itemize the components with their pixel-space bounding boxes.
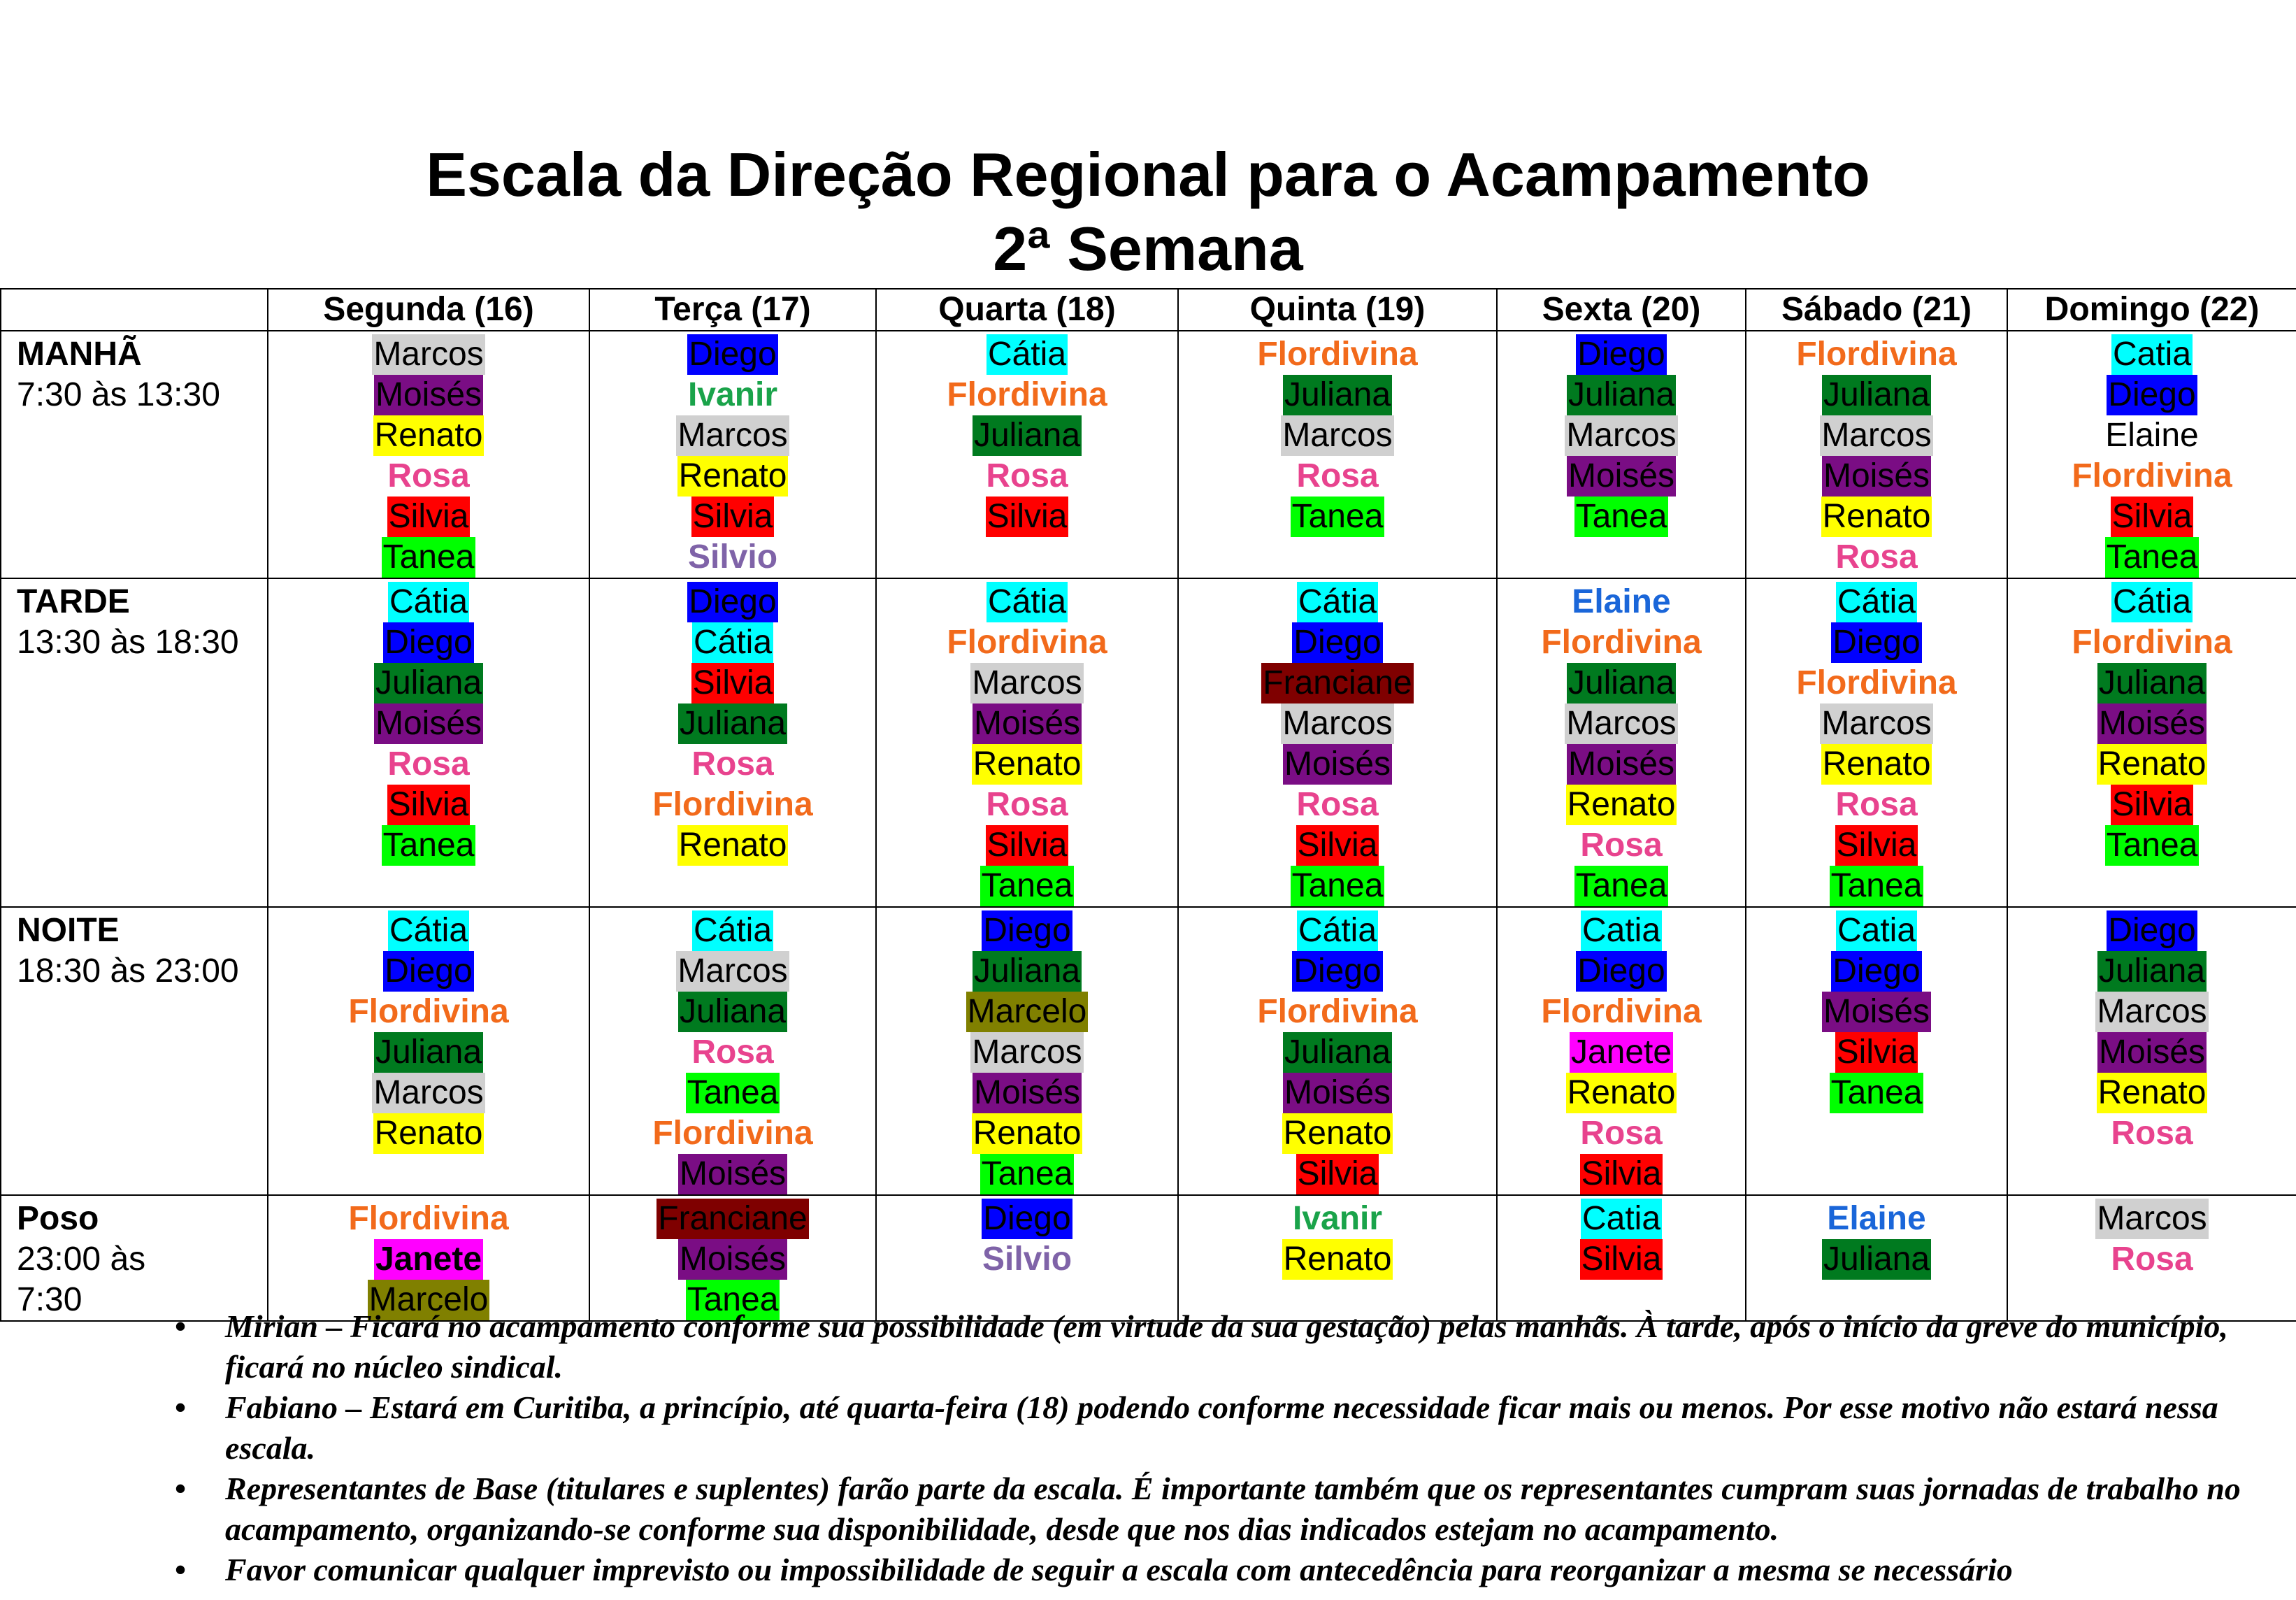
period-row — [1, 1195, 2296, 1321]
note-text: Fabiano – Estará em Curitiba, a princípio, até quarta-feira (18) podendo conforme necessidade ficar mais ou menos. Por esse motivo não estará nessa escala. — [225, 1390, 2218, 1466]
person-name: Juliana — [678, 703, 787, 744]
person-name: Tanea — [686, 1073, 780, 1113]
person-name: Silvia — [691, 497, 775, 537]
person-name: Moisés — [1822, 992, 1931, 1032]
person-name: Juliana — [973, 951, 1082, 992]
period-time: 23:00 às 7:30 — [17, 1241, 146, 1318]
person-name: Tanea — [1291, 866, 1385, 906]
person-name: Cátia — [1297, 582, 1378, 622]
page-title: Escala da Direção Regional para o Acampamento — [426, 140, 1870, 209]
person-name: Elaine — [2105, 417, 2199, 454]
person-name: Cátia — [986, 334, 1068, 375]
person-name: Tanea — [2105, 537, 2200, 578]
person-name: Flordivina — [652, 786, 813, 823]
person-name: Moisés — [374, 375, 483, 415]
note-item — [175, 1550, 2265, 1590]
person-name: Silvia — [1835, 1032, 1918, 1073]
schedule-cell — [1178, 331, 1497, 578]
person-name: Renato — [1566, 1073, 1677, 1113]
note-item — [175, 1387, 2265, 1469]
schedule-cell — [1746, 1195, 2007, 1321]
schedule-cell — [2007, 907, 2296, 1195]
day-header: Quarta (18) — [876, 289, 1178, 331]
schedule-cell — [589, 578, 876, 907]
person-name: Diego — [687, 582, 777, 622]
person-name: Elaine — [1572, 583, 1671, 620]
person-name: Moisés — [1822, 456, 1931, 497]
person-name: Marcos — [372, 1073, 485, 1113]
schedule-cell — [1497, 578, 1746, 907]
schedule-cell — [1746, 331, 2007, 578]
person-name: Moisés — [1567, 456, 1676, 497]
person-name: Moisés — [973, 703, 1082, 744]
person-name: Renato — [2097, 744, 2208, 785]
person-name: Renato — [972, 744, 1083, 785]
person-name: Renato — [677, 456, 789, 497]
person-name: Juliana — [2097, 951, 2207, 992]
person-name: Silvia — [2111, 497, 2194, 537]
person-name: Flordivina — [652, 1115, 813, 1152]
period-time: 7:30 às 13:30 — [17, 376, 220, 413]
person-name: Diego — [1576, 334, 1666, 375]
person-name: Tanea — [1830, 866, 1924, 906]
schedule-cell — [1178, 907, 1497, 1195]
person-name: Rosa — [691, 1034, 774, 1071]
person-name: Rosa — [1580, 827, 1663, 864]
schedule-cell — [268, 331, 589, 578]
person-name: Renato — [373, 1113, 485, 1154]
person-name: Tanea — [1291, 497, 1385, 537]
period-cell — [1, 1195, 268, 1321]
person-name: Moisés — [1283, 1073, 1392, 1113]
person-name: Moisés — [374, 703, 483, 744]
person-name: Franciane — [1261, 663, 1413, 703]
schedule-cell — [876, 331, 1178, 578]
person-name: Marcos — [1281, 703, 1393, 744]
person-name: Silvia — [2111, 785, 2194, 825]
person-name: Diego — [982, 910, 1072, 951]
day-header: Domingo (22) — [2007, 289, 2296, 331]
person-name: Flordivina — [1796, 664, 1957, 701]
person-name: Tanea — [980, 1154, 1075, 1194]
person-name: Flordivina — [2072, 457, 2232, 494]
person-name: Rosa — [1296, 457, 1379, 494]
person-name: Janete — [1570, 1032, 1673, 1073]
person-name: Flordivina — [348, 1200, 509, 1237]
person-name: Flordivina — [2072, 624, 2232, 661]
person-name: Tanea — [686, 1280, 780, 1320]
person-name: Tanea — [382, 537, 476, 578]
page-subtitle: 2ª Semana — [993, 214, 1303, 283]
person-name: Moisés — [2097, 1032, 2207, 1073]
person-name: Diego — [2107, 910, 2197, 951]
person-name: Cátia — [2111, 582, 2193, 622]
schedule-cell — [2007, 331, 2296, 578]
person-name: Silvia — [387, 497, 471, 537]
period-name: TARDE — [17, 583, 130, 620]
period-row — [1, 331, 2296, 578]
person-name: Juliana — [1283, 1032, 1392, 1073]
person-name: Catia — [1581, 910, 1662, 951]
person-name: Rosa — [1296, 786, 1379, 823]
person-name: Silvia — [691, 663, 775, 703]
bullet-icon: • — [175, 1471, 187, 1506]
person-name: Silvia — [1580, 1154, 1663, 1194]
note-item — [175, 1306, 2265, 1387]
person-name: Silvia — [387, 785, 471, 825]
person-name: Marcos — [2095, 1199, 2208, 1239]
period-row — [1, 907, 2296, 1195]
person-name: Rosa — [1835, 786, 1918, 823]
period-cell — [1, 578, 268, 907]
person-name: Cátia — [388, 582, 469, 622]
person-name: Diego — [1292, 622, 1382, 663]
schedule-cell — [1497, 331, 1746, 578]
person-name: Rosa — [691, 745, 774, 783]
period-cell — [1, 907, 268, 1195]
person-name: Juliana — [374, 663, 483, 703]
person-name: Marcos — [1565, 415, 1677, 456]
person-name: Renato — [1821, 744, 1932, 785]
schedule-cell — [268, 1195, 589, 1321]
person-name: Tanea — [1574, 866, 1669, 906]
day-header: Sábado (21) — [1746, 289, 2007, 331]
person-name: Marcelo — [368, 1280, 490, 1320]
note-text: Favor comunicar qualquer imprevisto ou impossibilidade de seguir a escala com antecedência para reorganizar a mesma se necessário — [225, 1552, 2013, 1587]
person-name: Silvia — [986, 825, 1069, 866]
person-name: Marcos — [2095, 992, 2208, 1032]
schedule-cell — [2007, 578, 2296, 907]
person-name: Rosa — [986, 786, 1068, 823]
person-name: Flordivina — [947, 624, 1107, 661]
bullet-icon: • — [175, 1308, 187, 1344]
person-name: Juliana — [1567, 375, 1676, 415]
person-name: Marcos — [970, 1032, 1083, 1073]
bullet-icon: • — [175, 1390, 187, 1425]
person-name: Elaine — [1827, 1200, 1926, 1237]
notes-list — [175, 1306, 2265, 1590]
day-header: Segunda (16) — [268, 289, 589, 331]
period-name: Poso — [17, 1200, 99, 1237]
person-name: Diego — [1576, 951, 1666, 992]
period-cell — [1, 331, 268, 578]
period-row — [1, 578, 2296, 907]
person-name: Cátia — [692, 910, 773, 951]
person-name: Juliana — [1567, 663, 1676, 703]
person-name: Marcos — [676, 415, 789, 456]
schedule-cell — [1746, 907, 2007, 1195]
person-name: Marcos — [1820, 415, 1932, 456]
person-name: Moisés — [1567, 744, 1676, 785]
person-name: Juliana — [973, 415, 1082, 456]
person-name: Silvia — [1296, 1154, 1379, 1194]
period-time: 18:30 às 23:00 — [17, 952, 239, 990]
person-name: Catia — [2111, 334, 2193, 375]
person-name: Silvia — [986, 497, 1069, 537]
person-name: Juliana — [1822, 375, 1931, 415]
schedule-cell — [1746, 578, 2007, 907]
person-name: Flordivina — [348, 993, 509, 1030]
person-name: Silvio — [687, 538, 778, 576]
person-name: Renato — [972, 1113, 1083, 1154]
person-name: Cátia — [986, 582, 1068, 622]
person-name: Rosa — [2111, 1241, 2193, 1278]
person-name: Diego — [1831, 622, 1921, 663]
schedule-cell — [589, 1195, 876, 1321]
person-name: Rosa — [1835, 538, 1918, 576]
person-name: Janete — [374, 1239, 483, 1280]
person-name: Juliana — [1822, 1239, 1931, 1280]
person-name: Rosa — [1580, 1115, 1663, 1152]
person-name: Cátia — [1836, 582, 1917, 622]
person-name: Moisés — [973, 1073, 1082, 1113]
person-name: Rosa — [986, 457, 1068, 494]
note-item — [175, 1469, 2265, 1550]
person-name: Renato — [1282, 1239, 1393, 1280]
note-text: Representantes de Base (titulares e suplentes) farão parte da escala. É importante também que os representantes cumpram suas jornadas de trabalho no acampamento, organizando-se conforme sua disponibilidade, desde que nos dias indicados estejam no acampamento. — [225, 1471, 2241, 1547]
schedule-cell — [876, 907, 1178, 1195]
person-name: Marcos — [1281, 415, 1393, 456]
period-name: NOITE — [17, 912, 120, 949]
person-name: Juliana — [374, 1032, 483, 1073]
person-name: Juliana — [678, 992, 787, 1032]
schedule-cell — [1178, 578, 1497, 907]
person-name: Flordivina — [1257, 993, 1418, 1030]
person-name: Marcos — [1565, 703, 1677, 744]
person-name: Flordivina — [1796, 336, 1957, 373]
person-name: Moisés — [2097, 703, 2207, 744]
person-name: Cátia — [692, 622, 773, 663]
person-name: Moisés — [1283, 744, 1392, 785]
schedule-cell — [876, 578, 1178, 907]
person-name: Catia — [1836, 910, 1917, 951]
person-name: Marcos — [970, 663, 1083, 703]
person-name: Renato — [1566, 785, 1677, 825]
schedule-cell — [2007, 1195, 2296, 1321]
person-name: Franciane — [656, 1199, 808, 1239]
person-name: Diego — [383, 622, 473, 663]
person-name: Marcos — [372, 334, 485, 375]
person-name: Flordivina — [947, 376, 1107, 413]
period-name: MANHÃ — [17, 336, 142, 373]
schedule-table — [0, 288, 2296, 1322]
person-name: Tanea — [1830, 1073, 1924, 1113]
person-name: Flordivina — [1541, 993, 1702, 1030]
person-name: Renato — [1821, 497, 1932, 537]
day-header: Quinta (19) — [1178, 289, 1497, 331]
person-name: Tanea — [382, 825, 476, 866]
person-name: Tanea — [1574, 497, 1669, 537]
person-name: Renato — [1282, 1113, 1393, 1154]
person-name: Tanea — [2105, 825, 2200, 866]
header-corner — [1, 289, 268, 331]
header-row — [1, 289, 2296, 331]
person-name: Diego — [2107, 375, 2197, 415]
schedule-cell — [1178, 1195, 1497, 1321]
person-name: Diego — [1831, 951, 1921, 992]
day-header: Sexta (20) — [1497, 289, 1746, 331]
person-name: Moisés — [678, 1154, 787, 1194]
person-name: Diego — [982, 1199, 1072, 1239]
schedule-cell — [1497, 907, 1746, 1195]
schedule-cell — [1497, 1195, 1746, 1321]
person-name: Ivanir — [1292, 1200, 1383, 1237]
person-name: Renato — [373, 415, 485, 456]
person-name: Marcelo — [966, 992, 1089, 1032]
person-name: Renato — [2097, 1073, 2208, 1113]
person-name: Rosa — [387, 745, 470, 783]
person-name: Diego — [687, 334, 777, 375]
person-name: Marcos — [1820, 703, 1932, 744]
person-name: Rosa — [2111, 1115, 2193, 1152]
schedule-cell — [876, 1195, 1178, 1321]
person-name: Tanea — [980, 866, 1075, 906]
person-name: Juliana — [1283, 375, 1392, 415]
person-name: Catia — [1581, 1199, 1662, 1239]
person-name: Marcos — [676, 951, 789, 992]
person-name: Cátia — [1297, 910, 1378, 951]
person-name: Cátia — [388, 910, 469, 951]
person-name: Flordivina — [1541, 624, 1702, 661]
person-name: Silvio — [982, 1241, 1072, 1278]
person-name: Rosa — [387, 457, 470, 494]
period-time: 13:30 às 18:30 — [17, 624, 239, 661]
person-name: Juliana — [2097, 663, 2207, 703]
schedule-cell — [268, 578, 589, 907]
day-header: Terça (17) — [589, 289, 876, 331]
person-name: Flordivina — [1257, 336, 1418, 373]
note-text: Mirian – Ficará no acampamento conforme sua possibilidade (em virtude da sua gestação) pelas manhãs. À tarde, após o início da greve do município, ficará no núcleo sindical. — [225, 1308, 2228, 1385]
person-name: Renato — [677, 825, 789, 866]
bullet-icon: • — [175, 1552, 187, 1587]
person-name: Diego — [383, 951, 473, 992]
person-name: Diego — [1292, 951, 1382, 992]
schedule-cell — [589, 331, 876, 578]
person-name: Silvia — [1580, 1239, 1663, 1280]
person-name: Silvia — [1835, 825, 1918, 866]
person-name: Ivanir — [687, 376, 778, 413]
person-name: Moisés — [678, 1239, 787, 1280]
person-name: Silvia — [1296, 825, 1379, 866]
schedule-cell — [589, 907, 876, 1195]
schedule-cell — [268, 907, 589, 1195]
